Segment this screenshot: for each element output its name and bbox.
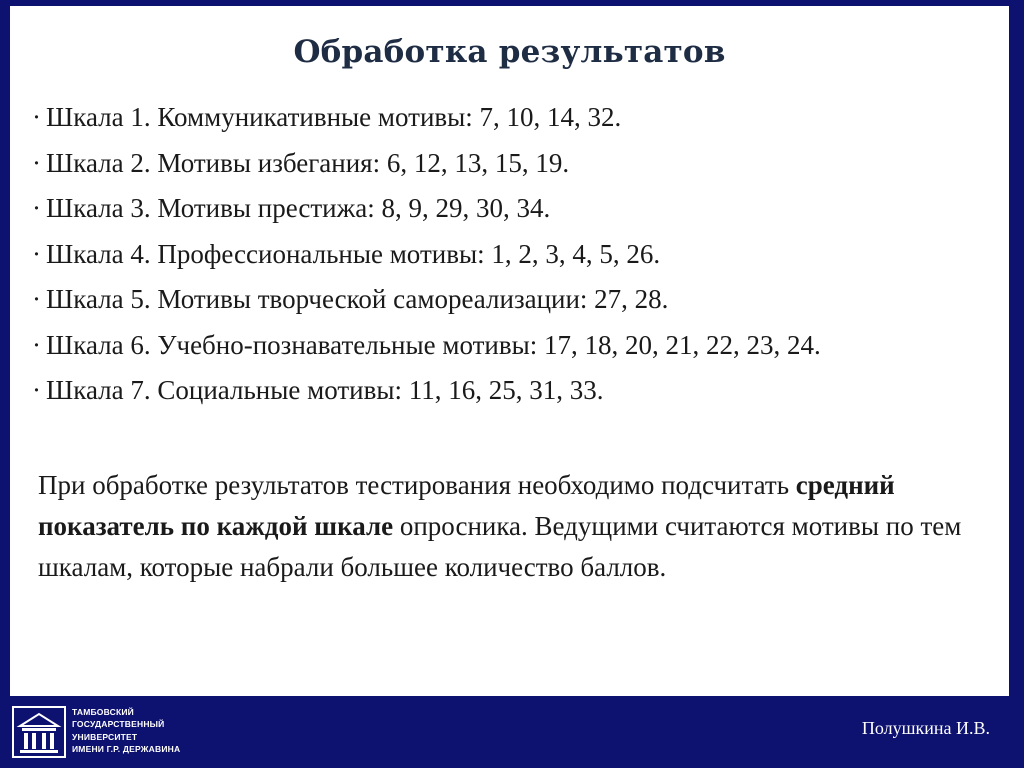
university-name-line: УНИВЕРСИТЕТ [72,731,138,742]
bullet: · [32,102,41,132]
bullet: · [32,284,41,314]
university-name-line: ИМЕНИ Г.Р. ДЕРЖАВИНА [72,744,181,755]
scale-item-6 [32,323,821,369]
university-name [72,706,180,756]
scale-text: Шкала 2. Мотивы избегания: 6, 12, 13, 15, 19. [46,147,570,178]
scale-text: Шкала 5. Мотивы творческой самореализации: 27, 28. [46,284,669,314]
scale-text: Шкала 4. Профессиональные мотивы: 1, 2, 3, 4, 5, 26. [46,238,661,269]
scale-text: Шкала 6. Учебно-познавательные мотивы: 17, 18, 20, 21, 22, 23, 24. [46,329,821,360]
footer [0,696,1024,768]
scale-item-1 [32,95,821,141]
university-logo-icon [12,706,66,758]
scale-text: Шкала 1. Коммуникативные мотивы: 7, 10, 14, 32. [46,102,622,132]
scales-list [32,95,821,414]
scale-item-3 [32,186,821,232]
scale-item-4 [32,232,821,278]
content-panel [10,6,1009,696]
author-name: Полушкина И.В. [861,718,990,738]
slide-title: Обработка результатов [293,34,726,70]
university-name-line: ТАМБОВСКИЙ [72,707,134,717]
paragraph-bold: средний показатель по каждой шкале [38,470,895,541]
scale-item-5 [32,277,821,323]
bullet: · [32,329,41,360]
bullet: · [32,238,41,269]
processing-paragraph [38,465,998,588]
scale-text: Шкала 3. Мотивы престижа: 8, 9, 29, 30, 34. [46,193,551,223]
bullet: · [32,147,41,178]
scale-item-7 [32,368,821,414]
paragraph-part-2: опросника. Ведущими считаются мотивы по тем шкалам, которые набрали большее количество баллов. [38,511,962,582]
university-name-line: ГОСУДАРСТВЕННЫЙ [72,719,165,730]
bullet: · [32,375,41,405]
bullet: · [32,193,41,223]
scale-item-2 [32,141,821,187]
paragraph-part-1: При обработке результатов тестирования необходимо подсчитать [38,470,796,500]
scale-text: Шкала 7. Социальные мотивы: 11, 16, 25, 31, 33. [46,375,604,405]
